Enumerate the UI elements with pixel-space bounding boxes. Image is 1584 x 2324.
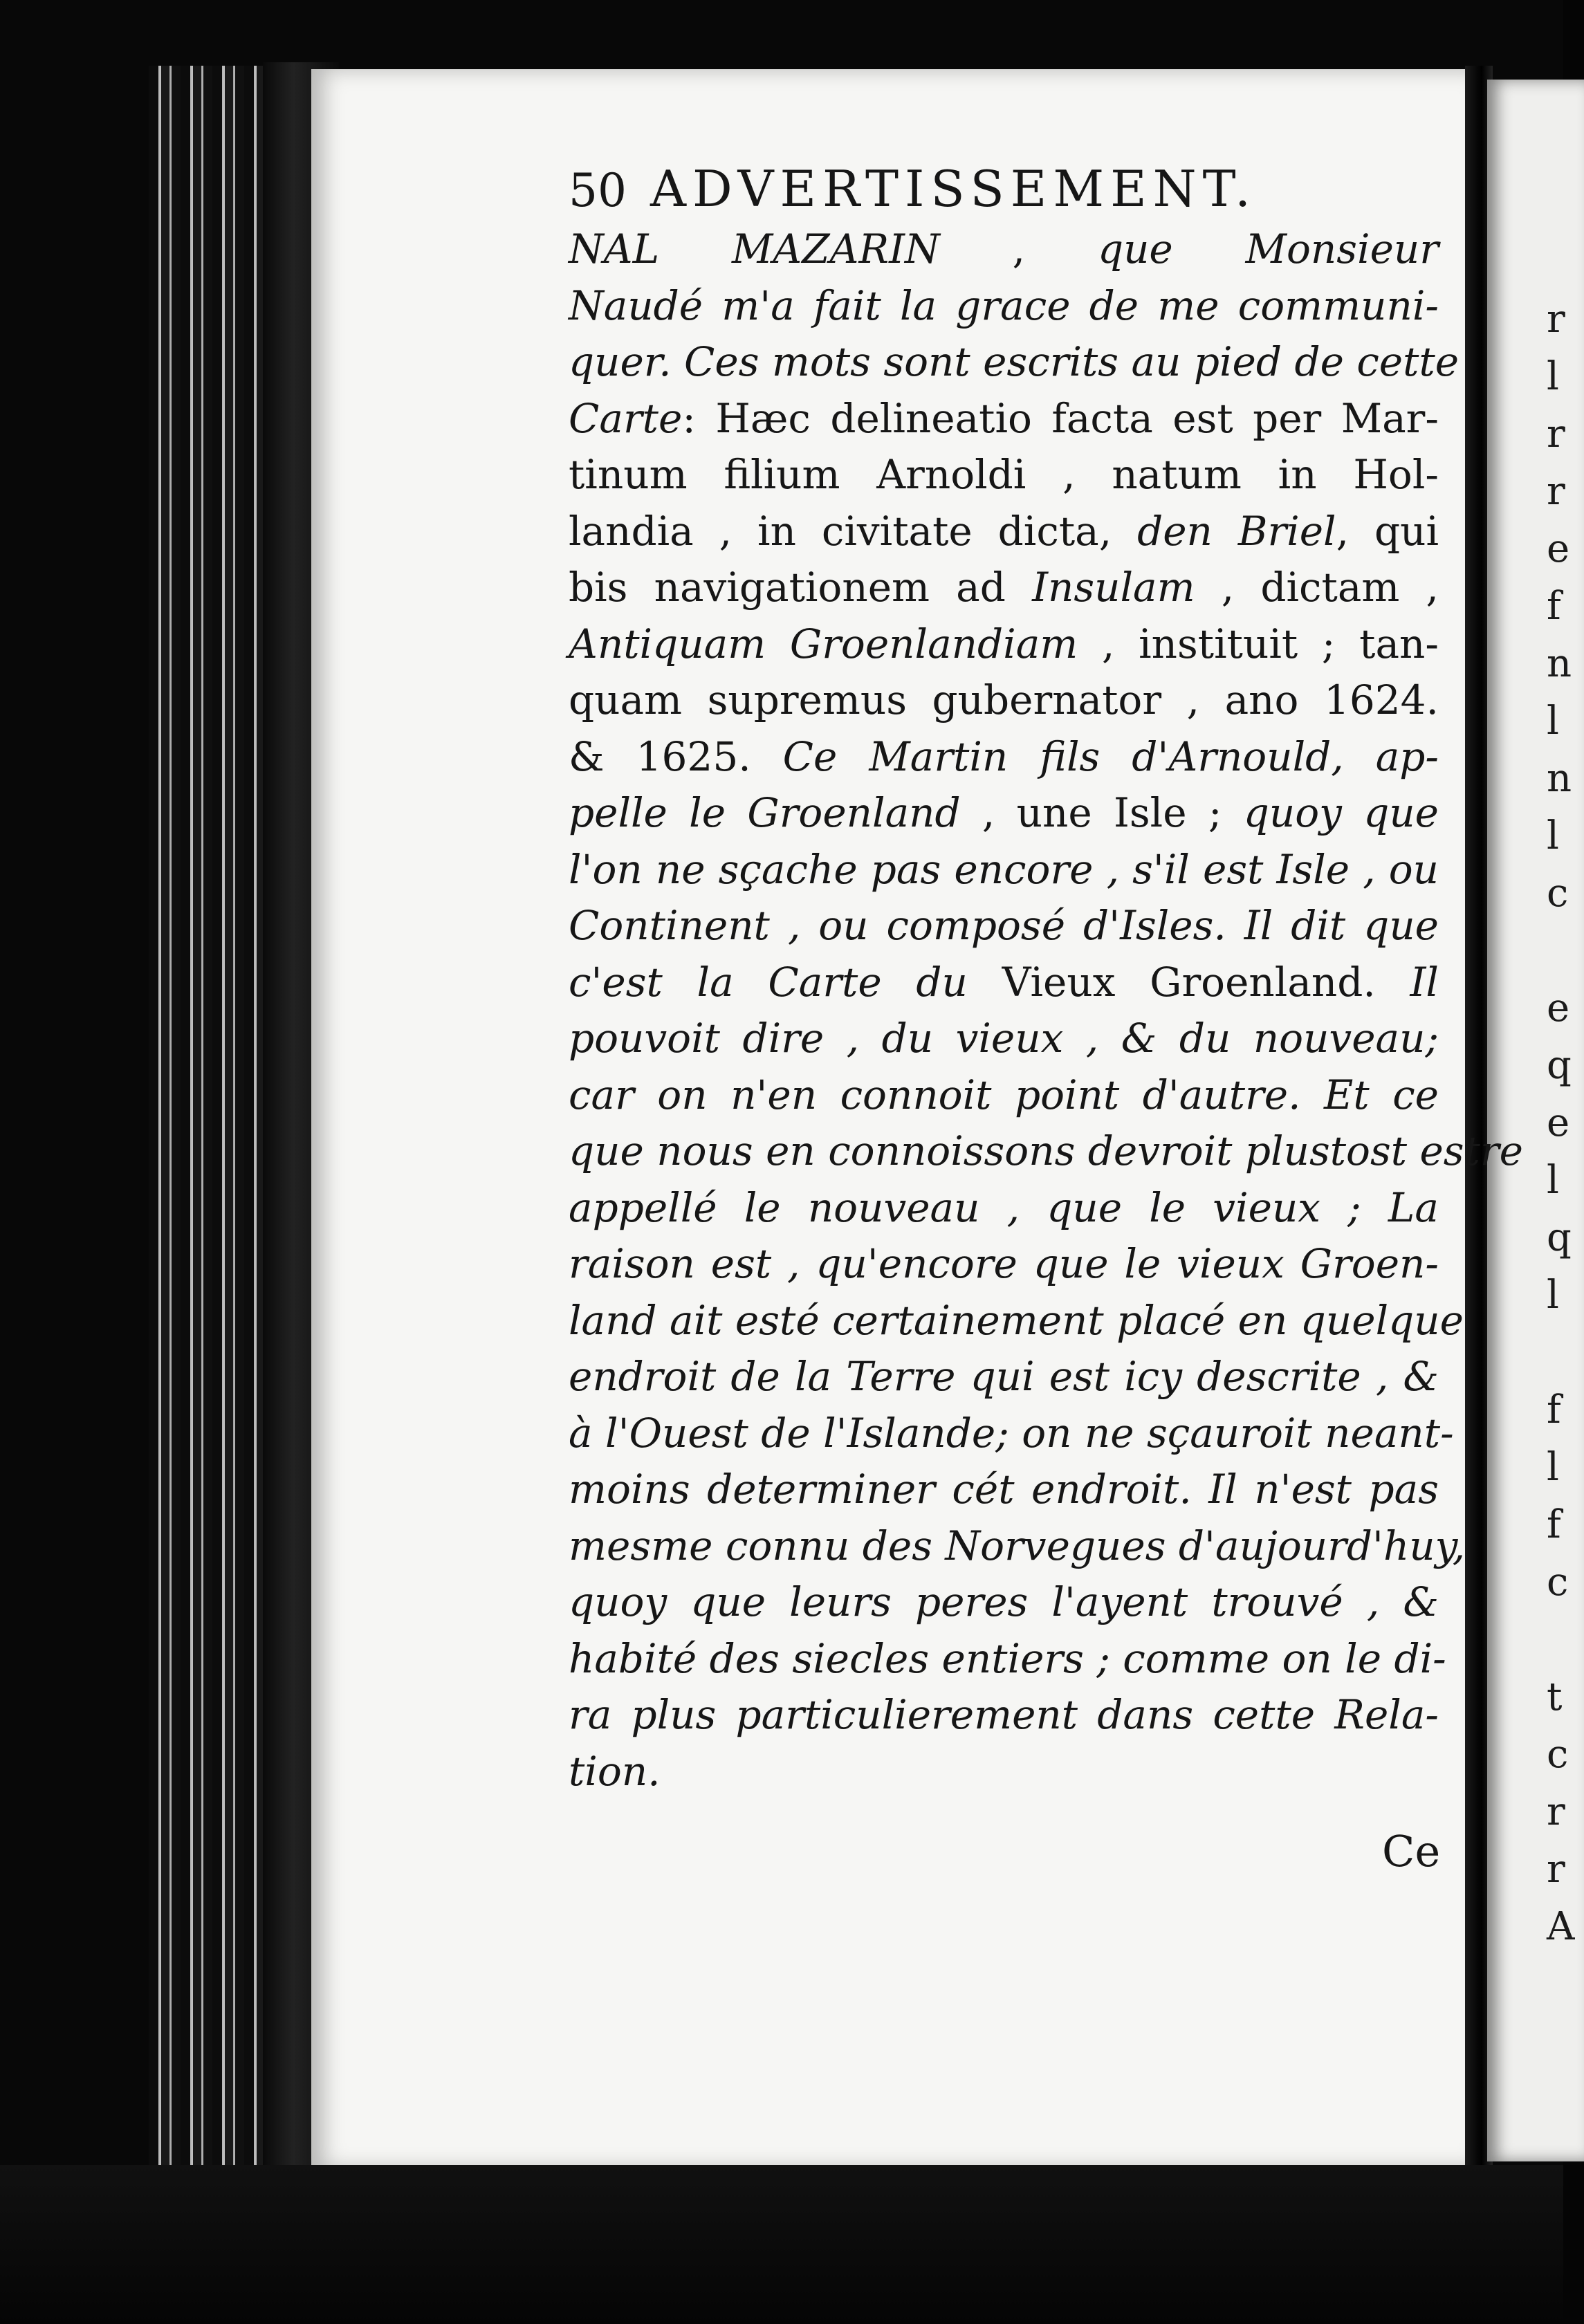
text-line	[569, 842, 1439, 898]
catchword: Ce	[1382, 1826, 1441, 1876]
roman-text-run: , instituit ; tan-	[1078, 620, 1439, 667]
italic-text-run: c'est la Carte du	[569, 958, 1002, 1006]
text-line	[569, 1349, 1439, 1405]
text-line	[569, 672, 1439, 729]
italic-text-run: car on n'en connoit point d'autre. Et ce	[569, 1071, 1439, 1118]
page-text-block	[569, 158, 1523, 1800]
roman-text-run: & 1625.	[569, 732, 783, 780]
roman-text-run: , une Isle ;	[960, 789, 1244, 836]
italic-text-run: l'on ne sçache pas encore , s'il est Isle , ou	[569, 845, 1439, 893]
italic-text-run: Antiquam Groenlandiam	[569, 620, 1078, 667]
text-line	[569, 729, 1439, 786]
italic-text-run: Insulam	[1032, 564, 1195, 611]
text-line	[569, 785, 1439, 842]
text-line	[569, 1067, 1439, 1124]
text-line	[569, 278, 1439, 335]
italic-text-run: ra plus particulierement dans cette Rela-	[569, 1691, 1439, 1738]
italic-text-run: quoy que leurs peres l'ayent trouvé , &	[569, 1578, 1439, 1625]
italic-text-run: Carte	[569, 394, 683, 442]
italic-text-run: habité des siecles entiers ; comme on le di-	[569, 1634, 1446, 1682]
italic-text-run: quer. Ces mots sont escrits au pied de cette	[569, 338, 1459, 385]
text-line	[569, 954, 1439, 1011]
text-line	[569, 1461, 1439, 1518]
text-line	[569, 221, 1439, 278]
italic-text-run: den Briel	[1137, 507, 1336, 555]
text-line	[569, 334, 1459, 391]
italic-text-run: que nous en connoissons devroit plustost estre	[569, 1127, 1523, 1174]
roman-text-run: Vieux Groenland.	[1002, 958, 1376, 1006]
text-line	[569, 1687, 1439, 1744]
italic-text-run: land ait esté certainement placé en quelque	[569, 1296, 1464, 1344]
roman-text-run: ,	[939, 225, 1098, 273]
italic-text-run: endroit de la Terre qui est icy descrite , &	[569, 1353, 1439, 1400]
italic-text-run: mesme connu des Norvegues d'aujourd'huy,	[569, 1522, 1466, 1569]
roman-text-run: tinum filium Arnoldi , natum in Hol-	[569, 451, 1439, 498]
italic-text-run: moins determiner cét endroit. Il n'est pas	[569, 1466, 1439, 1513]
page-number: 50	[569, 164, 627, 217]
italic-text-run: pouvoit dire , du vieux , & du nouveau;	[569, 1015, 1439, 1062]
text-line	[569, 391, 1439, 448]
italic-text-run: appellé le nouveau , que le vieux ; La	[569, 1183, 1439, 1231]
text-line	[569, 1518, 1466, 1575]
text-line	[569, 504, 1439, 560]
text-line	[569, 1180, 1439, 1237]
text-line	[569, 1123, 1523, 1180]
roman-text-run: quam supremus gubernator , ano 1624.	[569, 676, 1439, 723]
text-line	[569, 898, 1439, 954]
text-line	[569, 616, 1439, 673]
facing-page-edge	[1487, 80, 1584, 2161]
italic-text-run: tion.	[569, 1747, 661, 1795]
italic-text-run: Continent , ou composé d'Isles. Il dit que	[569, 902, 1439, 949]
facing-page-text-fragments: r l r r e f n l n l c e q e l q l f l f c t c r r A	[1547, 297, 1575, 1949]
running-head	[569, 158, 1439, 221]
roman-text-run: , dictam ,	[1195, 564, 1439, 611]
text-line	[569, 1011, 1439, 1067]
italic-text-run: raison est , qu'encore que le vieux Groen-	[569, 1240, 1439, 1287]
italic-text-run: que Monsieur	[1097, 225, 1439, 273]
text-line	[569, 1405, 1454, 1462]
text-line	[569, 1574, 1439, 1631]
roman-text-run: : Hæc delineatio facta est per Mar-	[682, 394, 1439, 442]
text-line	[569, 447, 1439, 504]
running-title: ADVERTISSEMENT.	[650, 160, 1257, 218]
italic-text-run: Ce Martin fils d'Arnould, ap-	[782, 732, 1439, 780]
roman-text-run: , qui	[1336, 507, 1439, 555]
italic-text-run: Naudé m'a fait la grace de me communi-	[569, 282, 1439, 329]
italic-text-run: à l'Ouest de l'Islande; on ne sçauroit neant-	[569, 1409, 1454, 1457]
text-line	[569, 1631, 1446, 1688]
italic-text-run: quoy que	[1243, 789, 1439, 836]
text-line	[569, 1293, 1464, 1349]
italic-text-run: pelle le Groenland	[569, 789, 961, 836]
roman-text-run: bis navigationem ad	[569, 564, 1033, 611]
body-text	[569, 221, 1523, 1800]
text-line	[569, 1236, 1439, 1293]
italic-text-run: Il	[1375, 958, 1439, 1006]
italic-text-run: NAL MAZARIN	[569, 225, 940, 273]
text-line	[569, 560, 1439, 616]
scan-bottom-background	[0, 2165, 1563, 2324]
roman-text-run: landia , in civitate dicta,	[569, 507, 1138, 555]
text-line	[569, 1744, 1439, 1800]
